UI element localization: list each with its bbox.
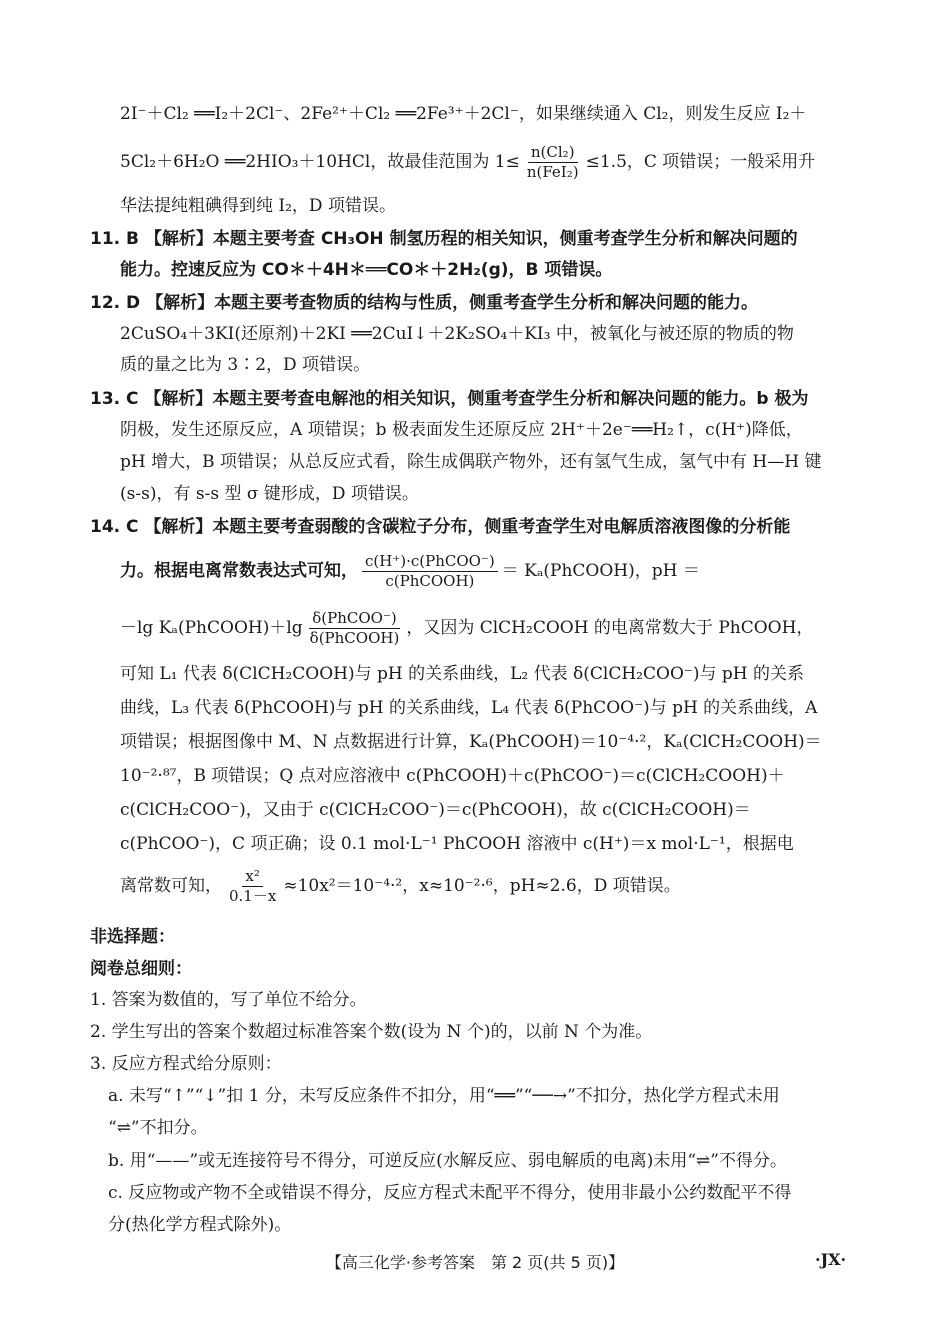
text-line: c(ClCH₂COO⁻)，又由于 c(ClCH₂COO⁻)＝c(PhCOOH)，故 c(ClCH₂COOH)＝ [120,800,751,820]
text-segment: ≈10x²＝10⁻⁴·²，x≈10⁻²·⁶，pH≈2.6，D 项错误。 [283,876,681,896]
text-segment: ＝ Kₐ(PhCOOH)，pH ＝ [501,561,700,581]
text-line: c(PhCOO⁻)，C 项正确；设 0.1 mol·L⁻¹ PhCOOH 溶液中 c(H⁺)＝x mol·L⁻¹，根据电 [120,834,794,854]
footer-tag: ·JX· [815,1250,847,1269]
fraction-numerator: n(Cl₂) [528,143,578,163]
text-line: 质的量之比为 3∶2，D 项错误。 [120,355,371,375]
text-line: 可知 L₁ 代表 δ(ClCH₂COOH)与 pH 的关系曲线，L₂ 代表 δ(ClCH₂COO⁻)与 pH 的关系 [120,664,805,684]
text-segment: 5Cl₂＋6H₂O ══2HIO₃＋10HCl，故最佳范围为 1≤ [120,152,520,172]
fraction-numerator: x² [242,867,262,887]
fraction-denominator: 0.1－x [229,887,277,905]
text-line: 2I⁻＋Cl₂ ══I₂＋2Cl⁻、2Fe²⁺＋Cl₂ ══2Fe³⁺＋2Cl⁻，如果继续通入 Cl₂，则发生反应 I₂＋ [120,104,807,124]
text-line: (s-s)，有 s-s 型 σ 键形成，D 项错误。 [120,484,419,504]
rule-subitem: 分(热化学方程式除外)。 [108,1215,292,1235]
rule-subitem: b. 用“——”或无连接符号不得分，可逆反应(水解反应、弱电解质的电离)未用“⇌”不得分。 [108,1151,787,1171]
text-segment: －lg Kₐ(PhCOOH)＋lg [120,618,303,638]
rule-item: 3. 反应方程式给分原则： [90,1054,282,1074]
text-segment: ，又因为 ClCH₂COOH 的电离常数大于 PhCOOH， [406,618,814,638]
rule-subitem: a. 未写“↑”“↓”扣 1 分，未写反应条件不扣分，用“══”“──→”不扣分，热化学方程式未用 [108,1086,780,1106]
text-segment: 离常数可知， [120,876,222,896]
text-line: 华法提纯粗碘得到纯 I₂，D 项错误。 [120,196,396,216]
fraction [307,609,403,648]
fraction-numerator: c(H⁺)·c(PhCOO⁻) [362,552,498,572]
fraction [226,867,279,906]
text-line: pH 增大，B 项错误；从总反应式看，除生成偶联产物外，还有氢气生成，氢气中有 H—H 键 [120,452,822,472]
fraction-numerator: δ(PhCOO⁻) [309,609,399,629]
text-segment: 力。根据电离常数表达式可知， [120,561,358,581]
text-line: 项错误；根据图像中 M、N 点数据进行计算，Kₐ(PhCOOH)＝10⁻⁴·²，Kₐ(ClCH₂COOH)＝ [120,732,822,752]
rule-subitem: c. 反应物或产物不全或错误不得分，反应方程式未配平不得分，使用非最小公约数配平不得 [108,1183,792,1203]
text-line: 阴极，发生还原反应，A 项错误；b 极表面发生还原反应 2H⁺＋2e⁻══H₂↑，c(H⁺)降低， [120,420,803,440]
question-11-heading: 11. B 【解析】本题主要考查 CH₃OH 制氢历程的相关知识，侧重考查学生分析和解决问题的 [90,229,798,249]
fraction [362,552,498,591]
text-line-with-fraction [120,549,700,593]
fraction-denominator: c(PhCOOH) [385,572,475,590]
rule-subitem: “⇌”不扣分。 [108,1118,208,1138]
text-line-with-fraction [120,864,681,908]
text-line: 能力。控速反应为 CO＊＋4H＊══CO＊＋2H₂(g)，B 项错误。 [120,260,613,280]
section-heading-nonchoice: 非选择题： [90,927,175,947]
text-line: 10⁻²·⁸⁷，B 项错误；Q 点对应溶液中 c(PhCOOH)＋c(PhCOO⁻)＝c(ClCH₂COOH)＋ [120,766,785,786]
page-footer: 【高三化学·参考答案 第 2 页(共 5 页)】 [325,1253,625,1272]
fraction-denominator: n(FeI₂) [526,163,579,181]
section-heading-rules: 阅卷总细则： [90,959,192,979]
text-line-with-fraction [120,606,813,650]
fraction-denominator: δ(PhCOOH) [309,629,400,647]
text-line-with-fraction [120,140,815,184]
question-13-heading: 13. C 【解析】本题主要考查电解池的相关知识，侧重考查学生分析和解决问题的能力。b 极为 [90,389,809,409]
question-14-heading: 14. C 【解析】本题主要考查弱酸的含碳粒子分布，侧重考查学生对电解质溶液图像的分析能 [90,517,791,537]
fraction [524,143,582,182]
text-line: 2CuSO₄＋3KI(还原剂)＋2KI ══2CuI↓＋2K₂SO₄＋KI₃ 中，被氧化与被还原的物质的物 [120,324,794,344]
text-segment: ≤1.5，C 项错误；一般采用升 [585,152,816,172]
text-line: 曲线，L₃ 代表 δ(PhCOOH)与 pH 的关系曲线，L₄ 代表 δ(PhCOO⁻)与 pH 的关系曲线，A [120,698,818,718]
question-12-heading: 12. D 【解析】本题主要考查物质的结构与性质，侧重考查学生分析和解决问题的能力。 [90,293,759,313]
rule-item: 2. 学生写出的答案个数超过标准答案个数(设为 N 个)的，以前 N 个为准。 [90,1022,653,1042]
rule-item: 1. 答案为数值的，写了单位不给分。 [90,990,367,1010]
